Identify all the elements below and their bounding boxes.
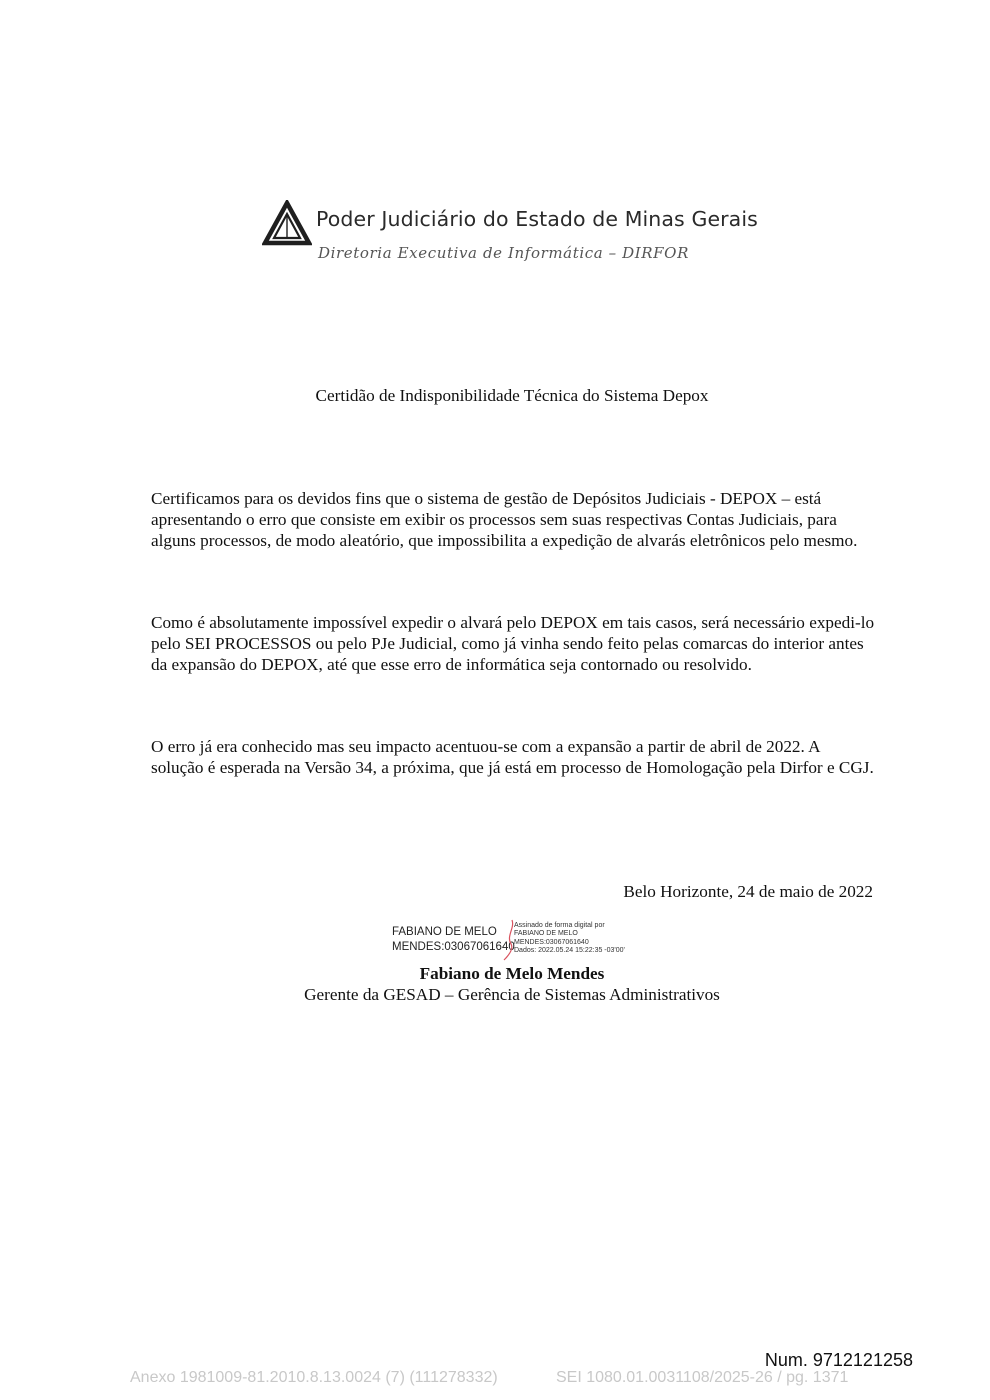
stamp-name-line: FABIANO DE MELO bbox=[392, 926, 497, 938]
stamp-detail-line: Assinado de forma digital por bbox=[514, 922, 605, 929]
stamp-details bbox=[514, 922, 625, 956]
organization-name: Poder Judiciário do Estado de Minas Gerais bbox=[316, 207, 758, 231]
body-paragraph: Certificamos para os devidos fins que o sistema de gestão de Depósitos Judiciais - DEPOX – está apresentando o erro que consiste em exibir os processos sem suas respectivas Contas Judiciais, para alguns processos, de modo aleatório, que impossibilita a expedição de alvarás eletrônicos pelo mesmo. bbox=[151, 489, 858, 550]
body-paragraph: Como é absolutamente impossível expedir o alvará pelo DEPOX em tais casos, será necessário expedi-lo pelo SEI PROCESSOS ou pelo PJe Judicial, como já vinha sendo feito pelas comarcas do interior antes da expansão do DEPOX, até que esse erro de informática seja contornado ou resolvido. bbox=[151, 613, 875, 674]
body-paragraph: O erro já era conhecido mas seu impacto acentuou-se com a expansão a partir de abril de 2022. A solução é esperada na Versão 34, a próxima, que já está em processo de Homologação pela Dirfor e CGJ. bbox=[151, 737, 874, 777]
letterhead bbox=[262, 196, 782, 276]
footer-sei-page: SEI 1080.01.0031108/2025-26 / pg. 1371 bbox=[556, 1369, 849, 1386]
footer-anexo: Anexo 1981009-81.2010.8.13.0024 (7) (111278332) bbox=[130, 1369, 498, 1386]
document-number: Num. 9712121258 bbox=[764, 1350, 913, 1370]
stamp-signer bbox=[392, 925, 515, 955]
stamp-detail-line: FABIANO DE MELO bbox=[514, 930, 578, 938]
triangle-emblem-icon bbox=[262, 200, 312, 246]
signer-name: Fabiano de Melo Mendes bbox=[419, 964, 605, 983]
signer-role: Gerente da GESAD – Gerência de Sistemas Administrativos bbox=[304, 985, 720, 1004]
stamp-detail-line: MENDES:03067061640 bbox=[514, 938, 589, 946]
stamp-detail-line: Dados: 2022.05.24 15:22:35 -03'00' bbox=[514, 947, 625, 955]
department-name: Diretoria Executiva de Informática – DIRFOR bbox=[318, 244, 689, 262]
document-title: Certidão de Indisponibilidade Técnica do Sistema Depox bbox=[315, 386, 709, 405]
place-date: Belo Horizonte, 24 de maio de 2022 bbox=[623, 882, 873, 901]
digital-signature-stamp bbox=[392, 918, 632, 962]
stamp-name-line: MENDES:03067061640 bbox=[392, 941, 515, 953]
